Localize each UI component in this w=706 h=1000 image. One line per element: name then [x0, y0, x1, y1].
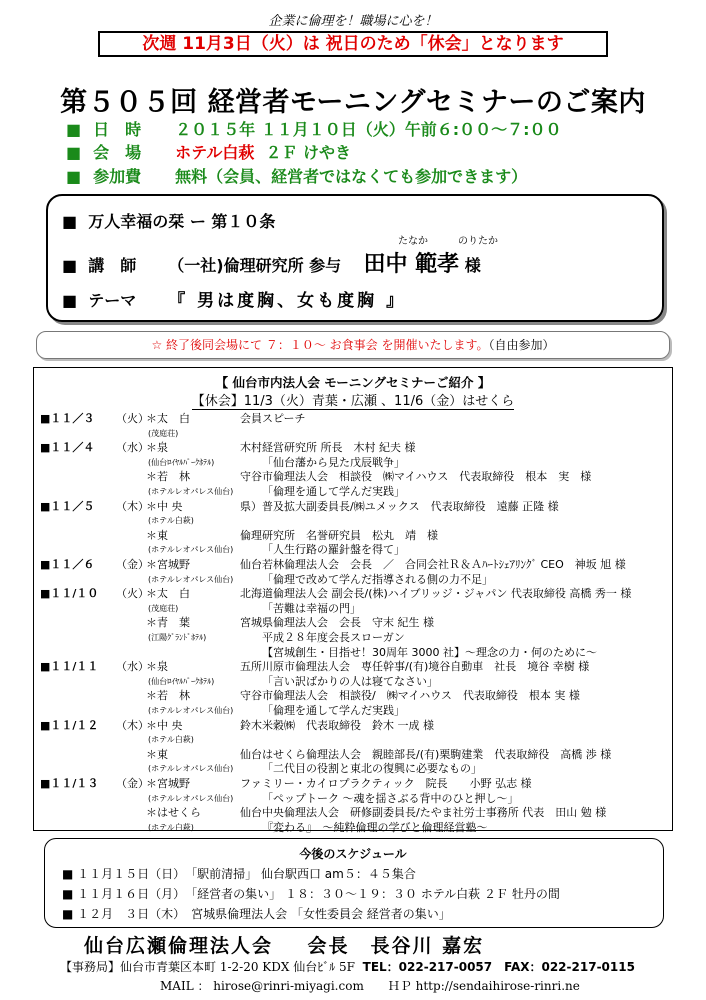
seminar-detail: 倫理研究所 名誉研究員 松丸 靖 様 — [240, 528, 438, 542]
seminar-weekday: （火） — [116, 587, 149, 601]
fee-row — [66, 164, 527, 187]
seminar-detail: 平成２８年度会長スローガン — [262, 631, 405, 644]
seminar-detail: 仙台中央倫理法人会 研修副委員長/たやま社労士事務所 代表 田山 勉 様 — [240, 806, 607, 820]
seminar-detail: 【宮城創生・目指せ！30周年 3000 社】～理念の力・何のために～ — [262, 645, 597, 659]
seminar-venue: ＊中 央 — [146, 499, 183, 513]
seminar-weekday: （火） — [116, 412, 149, 425]
fee-value: 無料（会員、経営者ではなくても参加できます） — [175, 167, 528, 186]
seminar-venue: (ホテルレオパレス仙台) — [148, 487, 234, 496]
slogan: 企業に倫理を！職場に心を！ — [268, 14, 438, 29]
seminar-venue: (江陽ｸﾞﾗﾝﾄﾞﾎﾃﾙ) — [148, 633, 207, 642]
seminar-venue: (ホテルレオパレス仙台) — [148, 574, 234, 584]
seminar-venue: (ホテル白萩) — [148, 516, 194, 526]
seminar-detail: 五所川原市倫理法人会 専任幹事/(有)境谷自動車 社長 境谷 幸樹 様 — [240, 660, 590, 674]
bullet-square: ■ — [66, 167, 82, 186]
schedule-item: ■ １１月１６日（月） 「経営者の集い」 １８：３０～１９：３０ ホテル白萩 ２Ｆ 牡丹の間 — [62, 887, 560, 901]
datetime-row — [66, 117, 562, 140]
article: 万人幸福の栞 ー 第１０条 — [88, 212, 276, 231]
seminar-detail: 「言い訳ばかりの人は寝てなさい」 — [262, 674, 438, 688]
venue-row — [66, 140, 351, 163]
org-name: 仙台広瀬倫理法人会 — [84, 935, 274, 957]
seminar-detail: 「二代目の役割と東北の復興に必要なもの」 — [262, 762, 482, 776]
seminar-weekday: （金） — [116, 777, 149, 790]
seminar-venue: ＊太 白 — [146, 587, 190, 601]
seminar-date: ■１１／５ — [40, 499, 95, 513]
seminar-venue: ＊若 林 — [146, 689, 190, 703]
seminar-venue: (茂庭荘) — [148, 603, 179, 613]
seminar-detail: 「倫理を通して学んだ実践」 — [262, 704, 405, 717]
seminar-venue: ＊泉 — [146, 660, 168, 674]
chairman: 会長 長谷川 嘉宏 — [307, 935, 485, 957]
seminar-venue: ＊太 白 — [146, 412, 190, 425]
seminar-venue: ＊中 央 — [146, 718, 183, 732]
theme-row: ■ テーマ 『 男は度胸、女も度胸 』 — [62, 286, 406, 311]
seminar-venue: ＊東 — [146, 747, 168, 761]
seminar-venue: (ホテルレオパレス仙台) — [148, 764, 234, 774]
schedule-item: ■ １１月１５日（日） 「駅前清掃」 仙台駅西口 am５：４５集合 — [62, 867, 416, 881]
seminar-detail: 仙台若林倫理法人会 会長 ／ 合同会社Ｒ＆Ａﾊｰﾄｼｪｱﾘﾝｸﾞ CEO 神坂 旭 様 — [240, 558, 626, 571]
seminar-venue: (仙台ﾛｲﾔﾙﾊﾟｰｸﾎﾃﾙ) — [148, 676, 215, 686]
venue-hotel: ホテル白萩 — [175, 143, 255, 162]
seminar-venue: (ホテル白萩) — [148, 735, 194, 745]
organization-name — [84, 931, 484, 958]
seminar-detail: 会員スピーチ — [240, 412, 306, 425]
office: 【事務局】仙台市青葉区本町 1-2-20 KDX 仙台ﾋﾞﾙ 5F — [60, 960, 355, 974]
tel-fax: TEL：022-217-0057 FAX：022-217-0115 — [362, 960, 635, 974]
closed-notice: 【休会】11/3（火）青葉・広瀬 、11/6（金）はせくら — [191, 394, 515, 409]
seminar-venue: (ホテルレオパレス仙台) — [148, 706, 234, 715]
bullet-square: ■ — [66, 120, 82, 139]
datetime-value: ２０１５年 １１月１０日（火）午前６:００～７:００ — [175, 120, 562, 139]
seminar-venue: ＊はせくら — [146, 806, 201, 820]
seminar-detail: 「仙台藩から見た戊辰戦争」 — [262, 455, 405, 469]
seminar-weekday: （木） — [116, 718, 149, 732]
seminar-weekday: （水） — [116, 660, 149, 674]
article-row: ■ 万人幸福の栞 ー 第１０条 — [62, 212, 276, 231]
speaker-name: 田中 範孝 — [363, 252, 460, 277]
seminar-venue: ＊東 — [146, 528, 168, 542]
seminar-date: ■１１/１０ — [40, 587, 99, 601]
seminar-date: ■１１/１１ — [40, 660, 99, 674]
seminar-date: ■１１／６ — [40, 558, 95, 571]
seminar-detail: 「人生行路の羅針盤を得て」 — [262, 543, 405, 557]
seminar-detail: 守谷市倫理法人会 相談役/ ㈱マイハウス 代表取締役 根本 実 様 — [240, 689, 580, 703]
seminar-venue: (仙台ﾛｲﾔﾙﾊﾟｰｸﾎﾃﾙ) — [148, 457, 215, 467]
dinner-text: 終了後同会場にて ７：１０～ お食事会 を開催いたします。 — [166, 338, 489, 352]
seminar-venue: (茂庭荘) — [148, 428, 179, 438]
seminar-date: ■１１/１３ — [40, 777, 99, 790]
holiday-notice: 次週 11月3日（火）は 祝日のため「休会」となります — [98, 31, 608, 57]
bullet-square: ■ — [66, 143, 82, 162]
dinner-note: （自由参加） — [488, 338, 555, 352]
office-address — [60, 958, 635, 975]
seminar-date: ■１１/１２ — [40, 718, 99, 732]
speaker-label: 講 師 — [88, 256, 137, 275]
seminar-venue: ＊宮城野 — [146, 558, 190, 571]
speaker-org: （一社)倫理研究所 参与 — [168, 256, 342, 275]
seminar-heading: 【 仙台市内法人会 モーニングセミナーご紹介 】 — [215, 375, 491, 390]
speaker-ruby-last: たなか — [398, 236, 428, 247]
seminar-venue: (ホテルレオパレス仙台) — [148, 793, 234, 803]
schedule-title: 今後のスケジュール — [299, 847, 407, 861]
seminar-weekday: （金） — [116, 558, 149, 571]
dinner-notice — [36, 331, 670, 359]
seminar-detail: 県）普及拡大副委員長/㈱ユメックス 代表取締役 遠藤 正隆 様 — [240, 499, 559, 513]
seminar-venue: (ホテルレオパレス仙台) — [148, 545, 234, 555]
seminar-detail: 『変わる』 ～純粋倫理の学びと倫理経営塾～ — [262, 820, 488, 834]
seminar-subheading — [0, 390, 706, 409]
contact-mail: MAIL ： hirose@rinri-miyagi.com ＨＰ http://sendaihirose-rinri.ne — [160, 979, 580, 993]
seminar-venue: ＊若 林 — [146, 470, 190, 484]
page-title: 第５０５回 経営者モーニングセミナーのご案内 — [60, 87, 646, 118]
speaker-ruby-first: のりたか — [458, 236, 498, 247]
seminar-date: ■１１／４ — [40, 441, 95, 455]
seminar-detail: 「倫理で改めて学んだ指導される側の力不足」 — [262, 572, 493, 586]
theme-value: 『 男は度胸、女も度胸 』 — [168, 291, 407, 311]
seminar-weekday: （木） — [116, 499, 149, 513]
speaker-honorific: 様 — [464, 256, 481, 275]
seminar-detail: 鈴木米穀㈱ 代表取締役 鈴木 一成 様 — [240, 718, 434, 732]
theme-label: テーマ — [88, 291, 137, 310]
seminar-detail: 木村経営研究所 所長 木村 紀夫 様 — [240, 441, 416, 455]
seminar-venue: (ホテル白萩) — [148, 822, 194, 832]
seminar-date: ■１１／３ — [40, 412, 95, 425]
seminar-venue: ＊泉 — [146, 441, 168, 455]
seminar-weekday: （水） — [116, 441, 149, 455]
seminar-detail: 宮城県倫理法人会 会長 守末 紀生 様 — [240, 616, 434, 630]
seminar-venue: ＊宮城野 — [146, 777, 190, 790]
star-icon: ☆ — [151, 338, 163, 352]
schedule-item: ■ １２月 ３日（木） 宮城県倫理法人会 「女性委員会 経営者の集い」 — [62, 907, 451, 921]
fee-label: 参加費 — [93, 167, 142, 186]
venue-room: ２Ｆ けやき — [265, 143, 352, 162]
seminar-detail: 仙台はせくら倫理法人会 親睦部長/(有)栗駒建業 代表取締役 高橋 渉 様 — [240, 747, 612, 761]
seminar-detail: 「苦難は幸福の門」 — [262, 601, 361, 615]
seminar-detail: 北海道倫理法人会 副会長/(株)ハイブリッジ・ジャパン 代表取締役 高橋 秀一 様 — [240, 587, 632, 601]
datetime-label: 日 時 — [93, 120, 142, 139]
seminar-detail: 「ペップトーク ～魂を揺さぶる背中のひと押し～」 — [262, 791, 519, 805]
seminar-venue: ＊青 葉 — [146, 616, 190, 630]
venue-label: 会 場 — [93, 143, 142, 162]
seminar-detail: 守谷市倫理法人会 相談役 ㈱マイハウス 代表取締役 根本 実 様 — [240, 470, 592, 484]
seminar-detail: 「倫理を通して学んだ実践」 — [262, 485, 405, 498]
speaker-row: ■ 講 師 （一社)倫理研究所 参与 田中 範孝 様 — [62, 252, 481, 277]
seminar-detail: ファミリー・カイロプラクティック 院長 小野 弘志 様 — [240, 777, 532, 790]
